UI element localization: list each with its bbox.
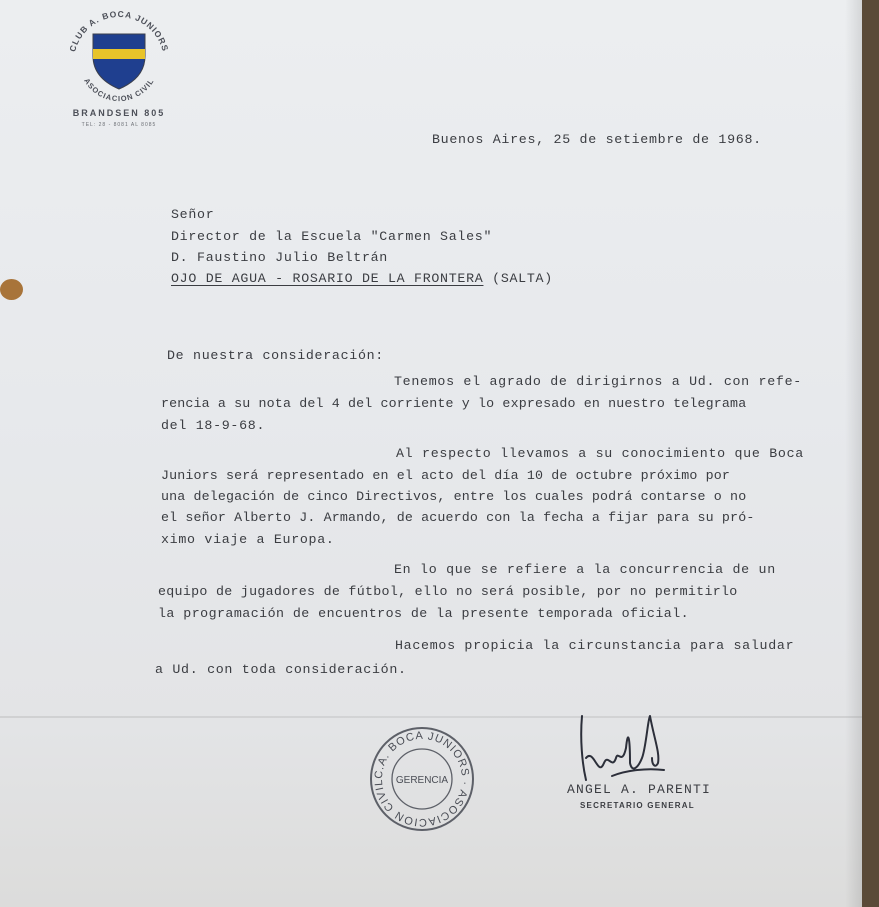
greeting: De nuestra consideración: (167, 348, 384, 363)
recipient-salutation: Señor (171, 207, 215, 222)
stamp-arc-text: C.A. BOCA JUNIORS · ASOCIACION CIVIL (372, 729, 472, 829)
signature-icon (572, 708, 672, 788)
crest-shield (93, 34, 145, 89)
crest-arc-bottom: ASOCIACION CIVIL (82, 76, 156, 104)
p2-line-3: una delegación de cinco Directivos, entre los cuales podrá contarse o no (161, 489, 747, 504)
recipient-line-3 (171, 271, 553, 287)
recipient-location: OJO DE AGUA - ROSARIO DE LA FRONTERA (171, 271, 484, 286)
p2-line-1: Al respecto llevamos a su conocimiento que Boca (396, 446, 804, 461)
recipient-line-2: D. Faustino Julio Beltrán (171, 250, 388, 265)
p2-line-4: el señor Alberto J. Armando, de acuerdo con la fecha a fijar para su pró- (161, 510, 755, 525)
p3-line-2: equipo de jugadores de fútbol, ello no será posible, por no permitirlo (158, 584, 738, 599)
p1-line-1: Tenemos el agrado de dirigirnos a Ud. con refe- (394, 374, 802, 389)
p3-line-3: la programación de encuentros de la presente temporada oficial. (158, 606, 690, 621)
p1-line-2: rencia a su nota del 4 del corriente y lo expresado en nuestro telegrama (161, 396, 747, 411)
crest-arc-top: CLUB A. BOCA JUNIORS (67, 8, 171, 53)
p4-line-2: a Ud. con toda consideración. (155, 662, 407, 677)
letterhead-logo (44, 4, 194, 134)
letterhead-address: BRANDSEN 805 (72, 108, 166, 118)
crest-band (93, 49, 145, 59)
punch-hole (0, 279, 23, 300)
p1-line-3: del 18-9-68. (161, 418, 266, 433)
paper-edge-shadow (845, 0, 862, 907)
p2-line-5: ximo viaje a Europa. (161, 532, 335, 547)
p3-line-1: En lo que se refiere a la concurrencia de un (394, 562, 776, 577)
date-line: Buenos Aires, 25 de setiembre de 1968. (432, 132, 762, 147)
club-crest-icon (62, 4, 176, 108)
p2-line-2: Juniors será representado en el acto del día 10 de octubre próximo por (161, 468, 731, 483)
stamp-center-text: GERENCIA (395, 775, 449, 786)
recipient-line-1: Director de la Escuela "Carmen Sales" (171, 229, 493, 244)
p4-line-1: Hacemos propicia la circunstancia para saludar (395, 638, 795, 653)
recipient-province: (SALTA) (483, 271, 553, 286)
letterhead-phone: TEL: 28 - 8081 AL 8085 (81, 122, 157, 128)
signer-name: ANGEL A. PARENTI (567, 782, 712, 797)
paper-fold-crease (0, 716, 862, 718)
signer-title: SECRETARIO GENERAL (580, 801, 695, 810)
club-stamp (368, 725, 476, 833)
